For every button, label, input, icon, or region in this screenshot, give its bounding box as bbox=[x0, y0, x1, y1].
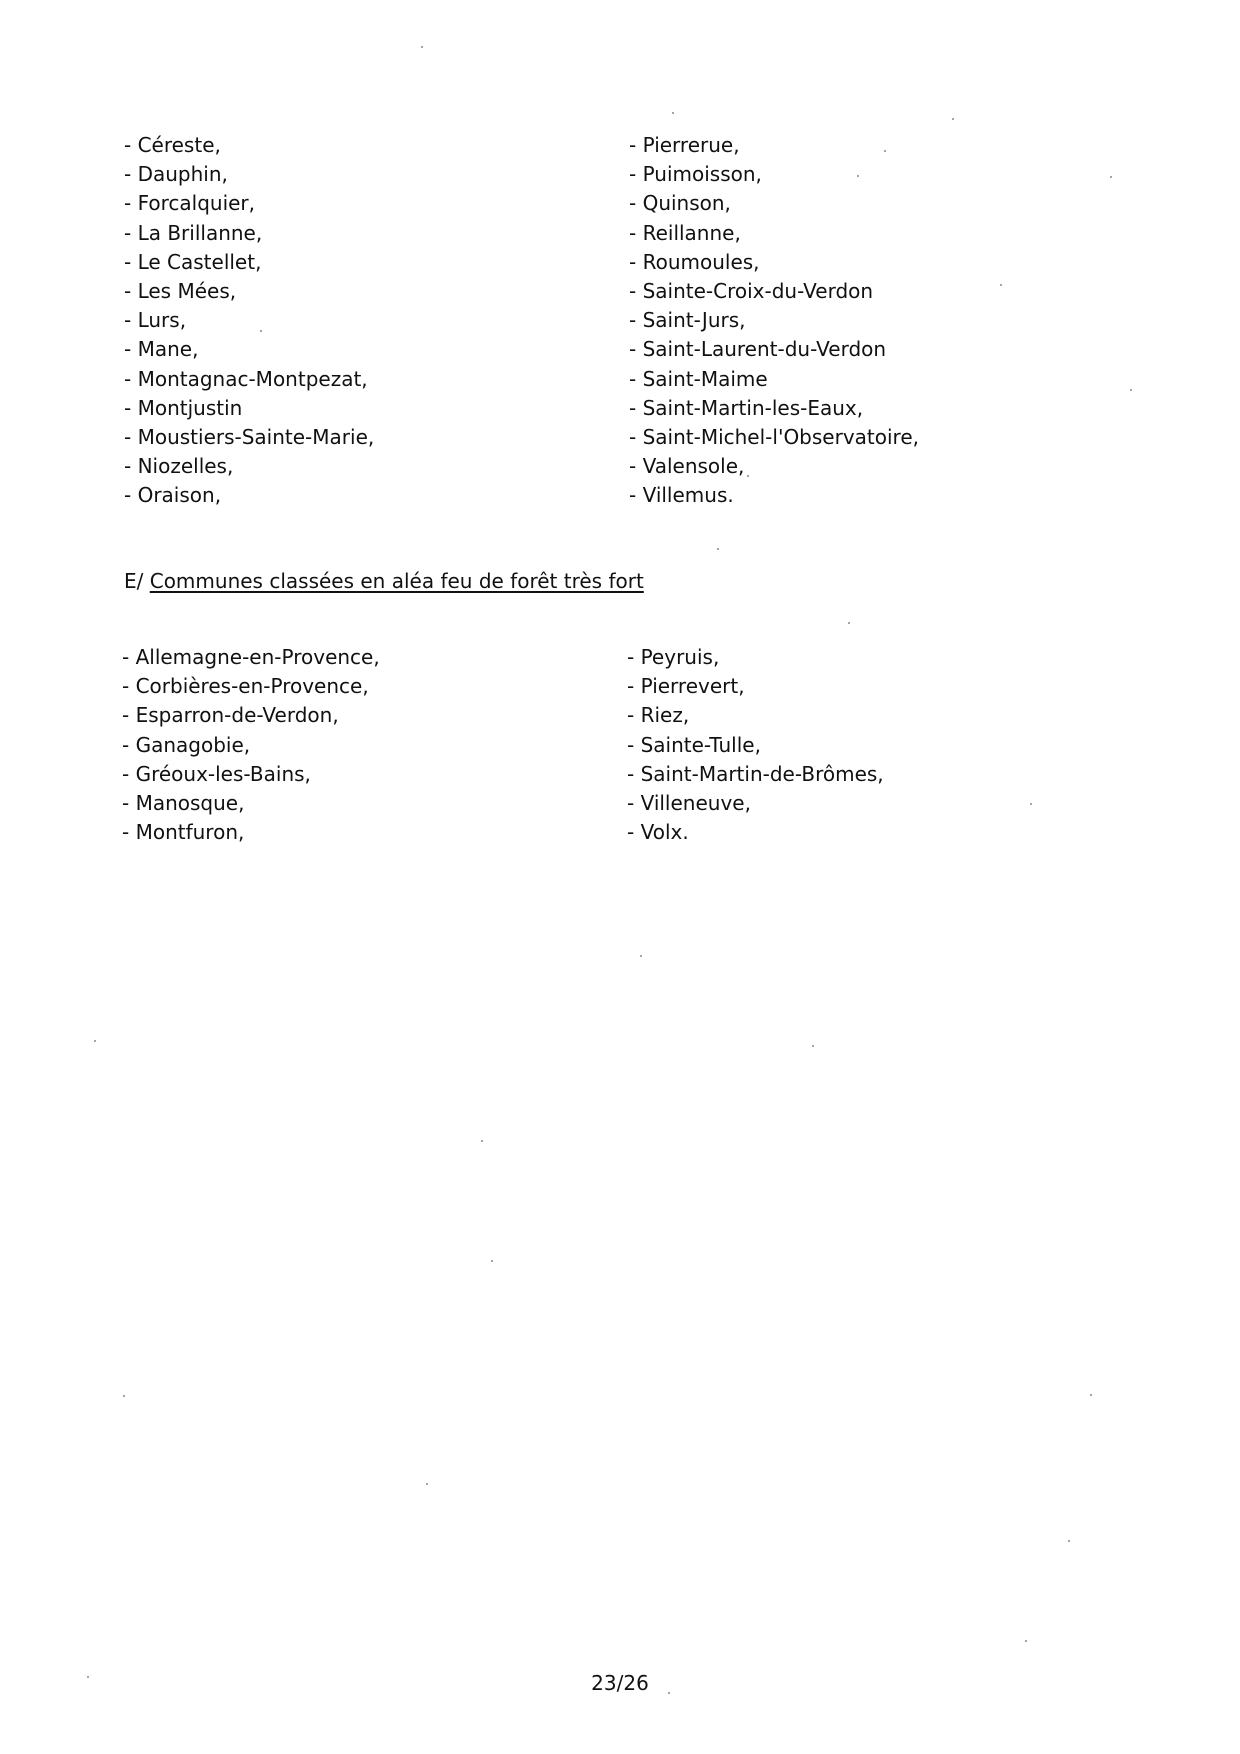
section-title: Communes classées en aléa feu de forêt très fort bbox=[149, 569, 644, 593]
list-item: - Saint-Laurent-du-Verdon bbox=[629, 335, 919, 364]
scan-speck bbox=[260, 330, 262, 332]
scan-speck bbox=[1000, 284, 1002, 286]
list-item: - Pierrevert, bbox=[627, 672, 884, 701]
high-risk-commune-list-left bbox=[122, 643, 380, 847]
scan-speck bbox=[1030, 803, 1032, 805]
commune-list-left bbox=[124, 131, 374, 510]
scan-speck bbox=[1110, 176, 1112, 178]
scan-speck bbox=[884, 150, 886, 152]
page-number: 23/26 bbox=[591, 1671, 649, 1695]
section-prefix: E/ bbox=[124, 569, 144, 593]
list-item: - Reillanne, bbox=[629, 219, 919, 248]
list-item: - Oraison, bbox=[124, 481, 374, 510]
list-item: - Saint-Martin-les-Eaux, bbox=[629, 394, 919, 423]
scan-speck bbox=[640, 955, 642, 957]
list-item: - Le Castellet, bbox=[124, 248, 374, 277]
list-item: - Corbières-en-Provence, bbox=[122, 672, 380, 701]
scan-speck bbox=[426, 1483, 428, 1485]
list-item: - Puimoisson, bbox=[629, 160, 919, 189]
list-item: - Niozelles, bbox=[124, 452, 374, 481]
list-item: - Quinson, bbox=[629, 189, 919, 218]
list-item: - Sainte-Croix-du-Verdon bbox=[629, 277, 919, 306]
list-item: - Lurs, bbox=[124, 306, 374, 335]
commune-list-right bbox=[629, 131, 919, 510]
list-item: - Moustiers-Sainte-Marie, bbox=[124, 423, 374, 452]
high-risk-commune-list-right bbox=[627, 643, 884, 847]
list-item: - Montagnac-Montpezat, bbox=[124, 365, 374, 394]
list-item: - Saint-Jurs, bbox=[629, 306, 919, 335]
scan-speck bbox=[747, 475, 749, 477]
list-item: - Forcalquier, bbox=[124, 189, 374, 218]
list-item: - Montfuron, bbox=[122, 818, 380, 847]
list-item: - Volx. bbox=[627, 818, 884, 847]
list-item: - Roumoules, bbox=[629, 248, 919, 277]
scan-speck bbox=[94, 1040, 96, 1042]
scan-speck bbox=[848, 622, 850, 624]
scan-speck bbox=[812, 1045, 814, 1047]
list-item: - La Brillanne, bbox=[124, 219, 374, 248]
scan-speck bbox=[481, 1140, 483, 1142]
list-item: - Pierrerue, bbox=[629, 131, 919, 160]
scan-speck bbox=[952, 118, 954, 120]
scan-speck bbox=[717, 548, 719, 550]
list-item: - Villemus. bbox=[629, 481, 919, 510]
scan-speck bbox=[491, 1260, 493, 1262]
list-item: - Saint-Michel-l'Observatoire, bbox=[629, 423, 919, 452]
list-item: - Peyruis, bbox=[627, 643, 884, 672]
list-item: - Montjustin bbox=[124, 394, 374, 423]
scan-speck bbox=[857, 175, 859, 177]
scan-speck bbox=[668, 1692, 670, 1694]
list-item: - Sainte-Tulle, bbox=[627, 731, 884, 760]
scan-speck bbox=[1130, 389, 1132, 391]
scan-speck bbox=[1068, 1540, 1070, 1542]
list-item: - Dauphin, bbox=[124, 160, 374, 189]
section-heading bbox=[124, 566, 644, 596]
scan-speck bbox=[87, 1676, 89, 1678]
scan-speck bbox=[123, 1395, 125, 1397]
list-item: - Esparron-de-Verdon, bbox=[122, 701, 380, 730]
list-item: - Riez, bbox=[627, 701, 884, 730]
list-item: - Manosque, bbox=[122, 789, 380, 818]
scan-speck bbox=[421, 46, 423, 48]
scan-speck bbox=[1025, 1640, 1027, 1642]
list-item: - Céreste, bbox=[124, 131, 374, 160]
scan-speck bbox=[1090, 1394, 1092, 1396]
scan-speck bbox=[672, 112, 674, 114]
list-item: - Ganagobie, bbox=[122, 731, 380, 760]
list-item: - Les Mées, bbox=[124, 277, 374, 306]
list-item: - Mane, bbox=[124, 335, 374, 364]
list-item: - Villeneuve, bbox=[627, 789, 884, 818]
list-item: - Gréoux-les-Bains, bbox=[122, 760, 380, 789]
list-item: - Allemagne-en-Provence, bbox=[122, 643, 380, 672]
list-item: - Saint-Martin-de-Brômes, bbox=[627, 760, 884, 789]
list-item: - Valensole, bbox=[629, 452, 919, 481]
list-item: - Saint-Maime bbox=[629, 365, 919, 394]
